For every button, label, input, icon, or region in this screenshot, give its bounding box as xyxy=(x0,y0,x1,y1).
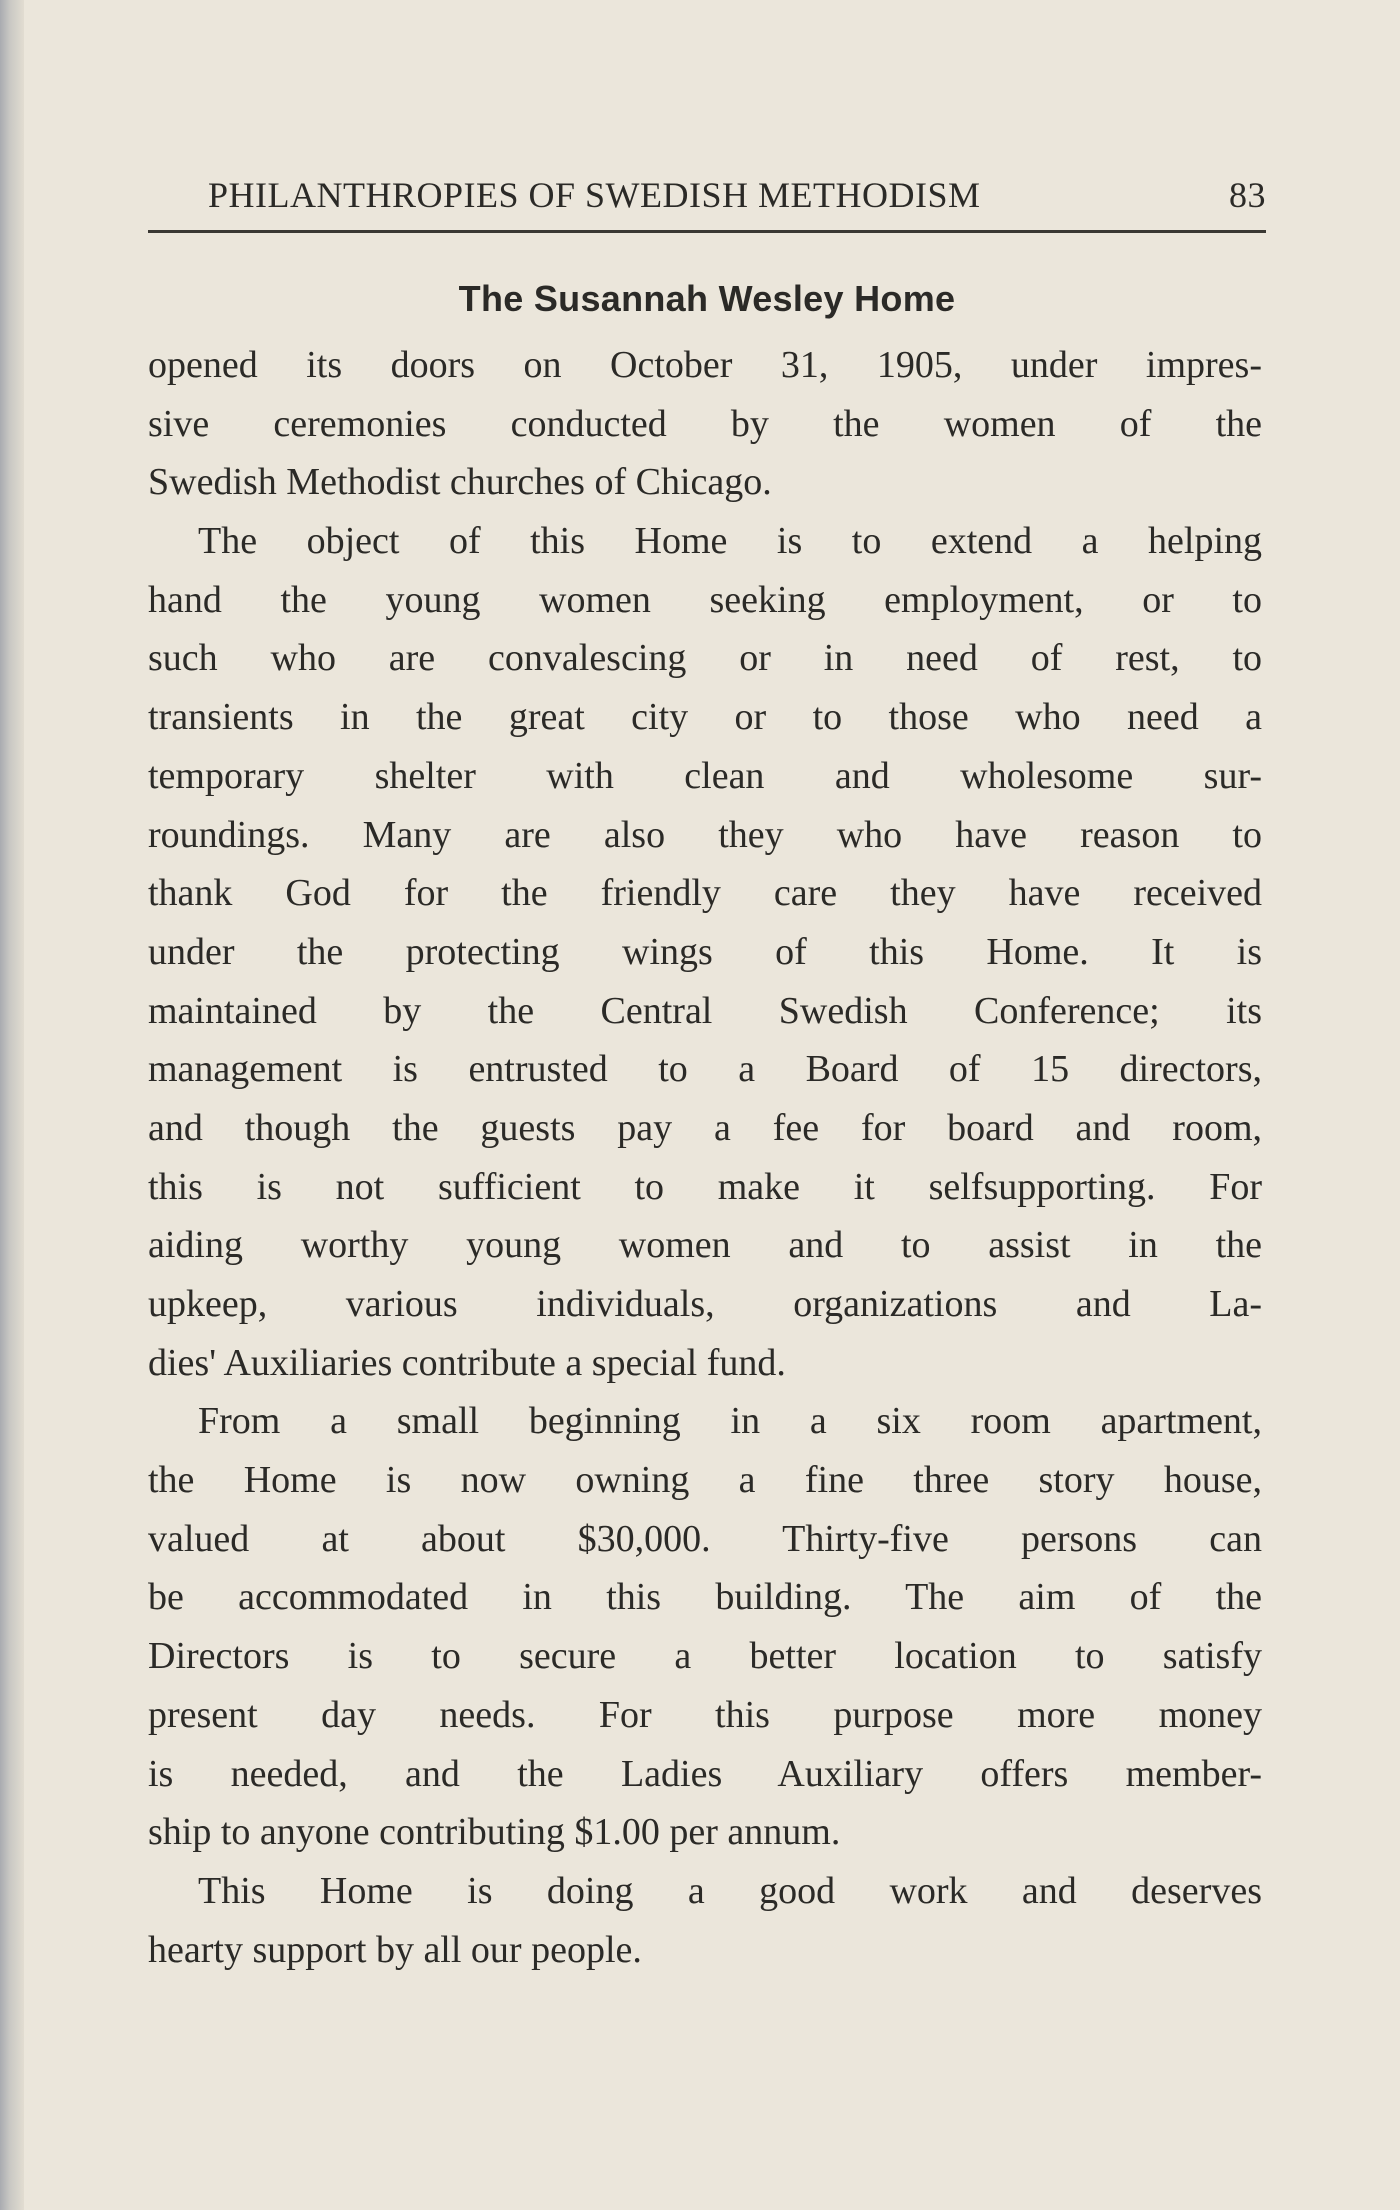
text-line: upkeep, various individuals, organizations and La- xyxy=(148,1283,1262,1325)
page-number: 83 xyxy=(1229,175,1266,215)
text-line: present day needs. For this purpose more money xyxy=(148,1693,1262,1736)
text-line: maintained by the Central Swedish Conference; its xyxy=(148,989,1262,1032)
running-title: PHILANTHROPIES OF SWEDISH METHODISM xyxy=(208,175,981,215)
text-line: dies' Auxiliaries contribute a special fund. xyxy=(148,1341,786,1384)
text-line: transients in the great city or to those who need a xyxy=(148,696,1262,739)
text-line: sive ceremonies conducted by the women of the xyxy=(148,402,1262,445)
text-line: ship to anyone contributing $1.00 per annum. xyxy=(148,1811,841,1854)
text-line: Swedish Methodist churches of Chicago. xyxy=(148,461,772,504)
text-line: this is not sufficient to make it selfsupporting. For xyxy=(148,1165,1262,1208)
header-rule xyxy=(148,230,1266,233)
text-line: under the protecting wings of this Home. It is xyxy=(148,930,1262,973)
text-line: hearty support by all our people. xyxy=(148,1928,642,1971)
text-line: is needed, and the Ladies Auxiliary offers member- xyxy=(148,1752,1262,1795)
text-line: The object of this Home is to extend a helping xyxy=(198,520,1262,563)
page-binding-edge xyxy=(0,0,24,2210)
section-title: The Susannah Wesley Home xyxy=(458,278,956,319)
text-line: roundings. Many are also they who have reason to xyxy=(148,813,1262,856)
text-line: and though the guests pay a fee for board and room, xyxy=(148,1106,1262,1149)
text-line: thank God for the friendly care they have received xyxy=(148,872,1262,915)
text-line: valued at about $30,000. Thirty-five persons can xyxy=(148,1517,1262,1560)
body-text xyxy=(148,336,1262,1979)
text-line: such who are convalescing or in need of rest, to xyxy=(148,637,1262,680)
running-header xyxy=(148,174,1266,226)
text-line: be accommodated in this building. The aim of the xyxy=(148,1576,1262,1619)
text-line: aiding worthy young women and to assist in the xyxy=(148,1224,1262,1267)
text-line: opened its doors on October 31, 1905, under impres- xyxy=(148,344,1262,386)
text-line: Directors is to secure a better location to satisfy xyxy=(148,1635,1262,1678)
text-line: This Home is doing a good work and deserves xyxy=(198,1869,1262,1912)
text-line: hand the young women seeking employment, or to xyxy=(148,578,1262,621)
text-line: From a small beginning in a six room apartment, xyxy=(198,1400,1262,1443)
text-line: the Home is now owning a fine three story house, xyxy=(148,1459,1262,1502)
text-line: management is entrusted to a Board of 15 directors, xyxy=(148,1048,1262,1091)
text-line: temporary shelter with clean and wholesome sur- xyxy=(148,754,1262,797)
